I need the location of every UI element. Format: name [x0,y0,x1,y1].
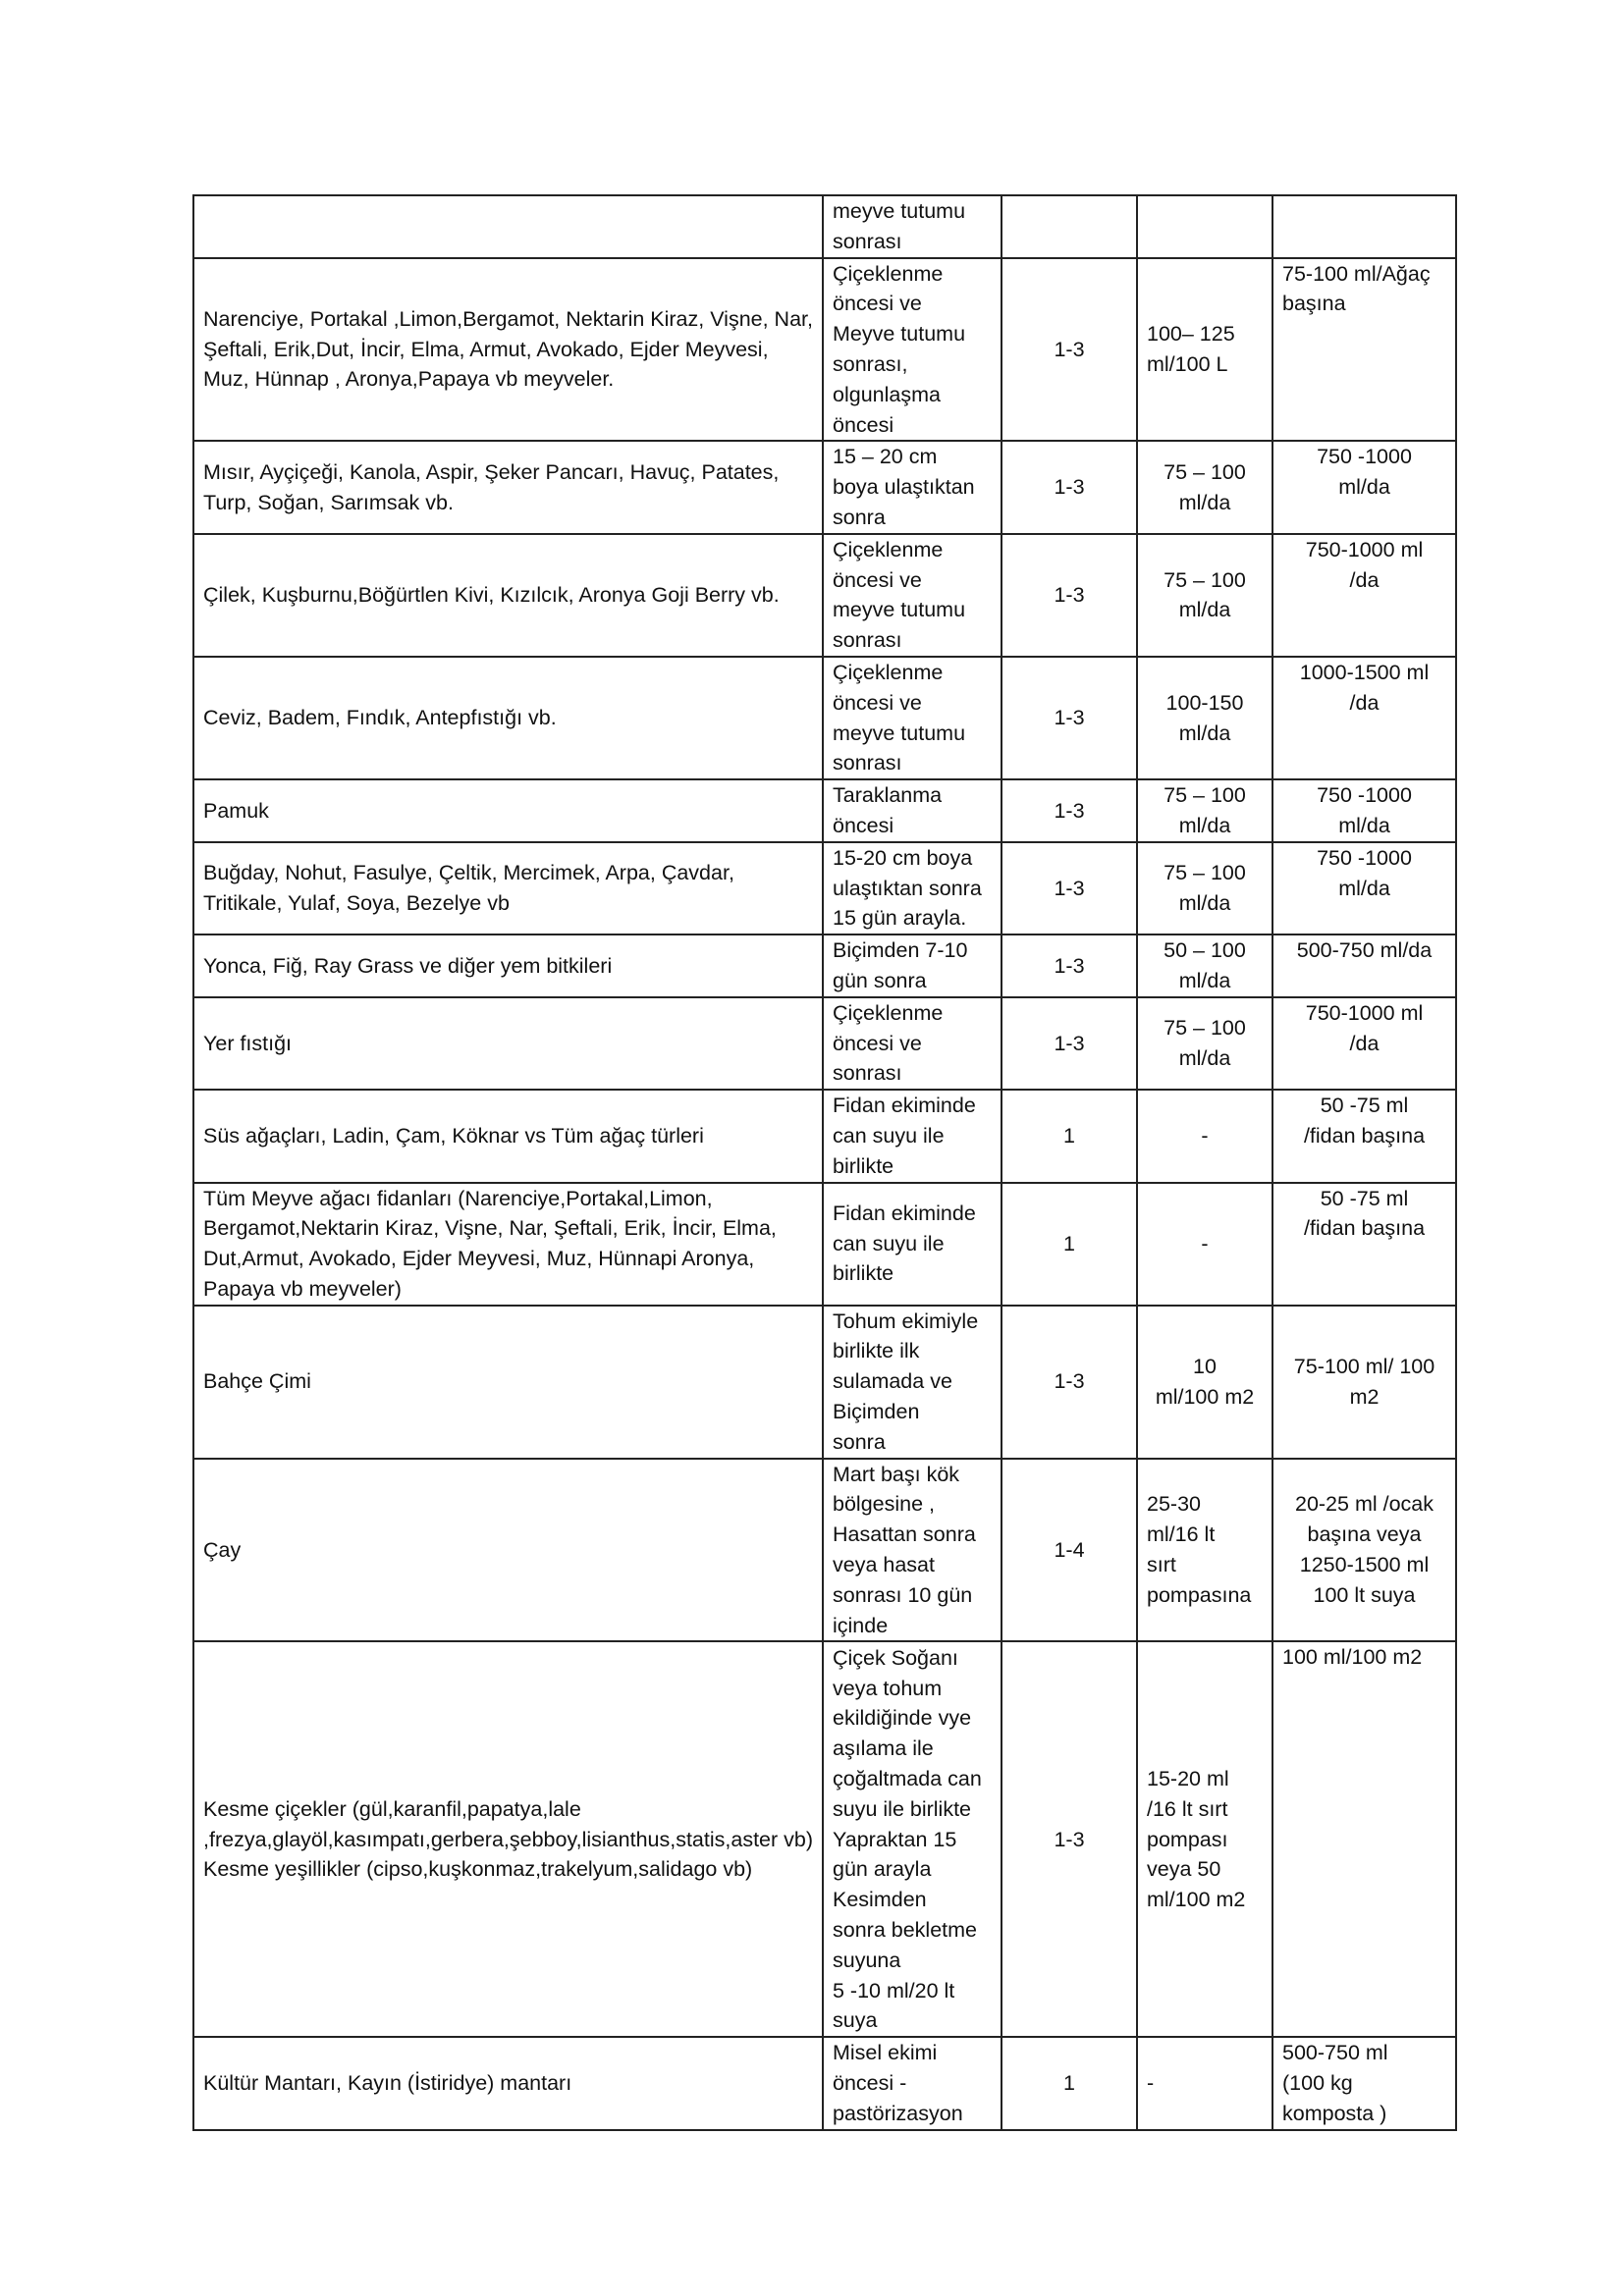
total-dose-cell: 50 -75 ml /fidan başına [1272,1183,1456,1306]
application-count-cell: 1-3 [1001,258,1137,442]
crop-cell: Kültür Mantarı, Kayın (İstiridye) mantarı [193,2037,823,2129]
total-dose-cell: 1000-1500 ml /da [1272,657,1456,779]
table-row [193,1306,1456,1459]
dose-cell: 75 – 100 ml/da [1137,779,1272,842]
crop-cell: Kesme çiçekler (gül,karanfil,papatya,lale ,frezya,glayöl,kasımpatı,gerbera,şebboy,lisianthus,statis,aster vb) Kesme yeşillikler (cipso,kuşkonmaz,trakelyum,salidago vb) [193,1641,823,2037]
dose-cell: 100-150 ml/da [1137,657,1272,779]
table-row [193,997,1456,1090]
crop-cell: Pamuk [193,779,823,842]
dosage-table-body [193,195,1456,2130]
application-count-cell: 1 [1001,1183,1137,1306]
total-dose-cell: 750 -1000 ml/da [1272,842,1456,934]
table-row [193,441,1456,533]
dose-cell: - [1137,1183,1272,1306]
table-row [193,1459,1456,1642]
table-row [193,657,1456,779]
crop-cell: Ceviz, Badem, Fındık, Antepfıstığı vb. [193,657,823,779]
application-count-cell: 1-3 [1001,1306,1137,1459]
application-count-cell: 1-4 [1001,1459,1137,1642]
total-dose-cell [1272,195,1456,258]
application-count-cell: 1 [1001,1090,1137,1182]
crop-cell: Süs ağaçları, Ladin, Çam, Köknar vs Tüm ağaç türleri [193,1090,823,1182]
crop-cell: Yer fıstığı [193,997,823,1090]
total-dose-cell: 20-25 ml /ocak başına veya 1250-1500 ml 100 lt suya [1272,1459,1456,1642]
table-row [193,842,1456,934]
total-dose-cell: 100 ml/100 m2 [1272,1641,1456,2037]
timing-cell: 15-20 cm boya ulaştıktan sonra 15 gün arayla. [823,842,1001,934]
table-row [193,2037,1456,2129]
timing-cell: meyve tutumu sonrası [823,195,1001,258]
table-row [193,258,1456,442]
timing-cell: Misel ekimi öncesi - pastörizasyon [823,2037,1001,2129]
table-row [193,195,1456,258]
application-count-cell [1001,195,1137,258]
timing-cell: Fidan ekiminde can suyu ile birlikte [823,1183,1001,1306]
total-dose-cell: 750-1000 ml /da [1272,534,1456,657]
timing-cell: Çiçeklenme öncesi ve meyve tutumu sonrası [823,534,1001,657]
total-dose-cell: 75-100 ml/ 100 m2 [1272,1306,1456,1459]
table-row [193,1090,1456,1182]
dose-cell [1137,195,1272,258]
total-dose-cell: 750 -1000 ml/da [1272,779,1456,842]
crop-cell [193,195,823,258]
application-count-cell: 1-3 [1001,657,1137,779]
table-row [193,534,1456,657]
total-dose-cell: 50 -75 ml /fidan başına [1272,1090,1456,1182]
dosage-table [192,194,1457,2131]
timing-cell: Çiçeklenme öncesi ve sonrası [823,997,1001,1090]
dose-cell: 10 ml/100 m2 [1137,1306,1272,1459]
timing-cell: Tohum ekimiyle birlikte ilk sulamada ve Biçimden sonra [823,1306,1001,1459]
crop-cell: Çilek, Kuşburnu,Böğürtlen Kivi, Kızılcık, Aronya Goji Berry vb. [193,534,823,657]
dose-cell: 100– 125 ml/100 L [1137,258,1272,442]
total-dose-cell: 75-100 ml/Ağaç başına [1272,258,1456,442]
dose-cell: 15-20 ml /16 lt sırt pompası veya 50 ml/100 m2 [1137,1641,1272,2037]
total-dose-cell: 750 -1000 ml/da [1272,441,1456,533]
timing-cell: Fidan ekiminde can suyu ile birlikte [823,1090,1001,1182]
dose-cell: 75 – 100 ml/da [1137,441,1272,533]
table-row [193,1183,1456,1306]
total-dose-cell: 500-750 ml/da [1272,934,1456,997]
timing-cell: Taraklanma öncesi [823,779,1001,842]
dose-cell: - [1137,2037,1272,2129]
crop-cell: Buğday, Nohut, Fasulye, Çeltik, Mercimek, Arpa, Çavdar, Tritikale, Yulaf, Soya, Bezelye vb [193,842,823,934]
total-dose-cell: 750-1000 ml /da [1272,997,1456,1090]
crop-cell: Tüm Meyve ağacı fidanları (Narenciye,Portakal,Limon, Bergamot,Nektarin Kiraz, Vişne, Nar, Şeftali, Erik, İncir, Elma, Dut,Armut, Avokado, Ejder Meyvesi, Muz, Hünnapi Aronya, Papaya vb meyveler) [193,1183,823,1306]
crop-cell: Bahçe Çimi [193,1306,823,1459]
dose-cell: 75 – 100 ml/da [1137,842,1272,934]
dose-cell: 75 – 100 ml/da [1137,534,1272,657]
application-count-cell: 1-3 [1001,534,1137,657]
crop-cell: Yonca, Fiğ, Ray Grass ve diğer yem bitkileri [193,934,823,997]
timing-cell: Çiçek Soğanı veya tohum ekildiğinde vye aşılama ile çoğaltmada can suyu ile birlikte Yapraktan 15 gün arayla Kesimden sonra bekletme suyuna 5 -10 ml/20 lt suya [823,1641,1001,2037]
dose-cell: 50 – 100 ml/da [1137,934,1272,997]
timing-cell: Biçimden 7-10 gün sonra [823,934,1001,997]
table-row [193,934,1456,997]
crop-cell: Mısır, Ayçiçeği, Kanola, Aspir, Şeker Pancarı, Havuç, Patates, Turp, Soğan, Sarımsak vb. [193,441,823,533]
timing-cell: Çiçeklenme öncesi ve Meyve tutumu sonrası, olgunlaşma öncesi [823,258,1001,442]
table-row [193,779,1456,842]
dose-cell: 25-30 ml/16 lt sırt pompasına [1137,1459,1272,1642]
dose-cell: 75 – 100 ml/da [1137,997,1272,1090]
application-count-cell: 1-3 [1001,842,1137,934]
crop-cell: Narenciye, Portakal ,Limon,Bergamot, Nektarin Kiraz, Vişne, Nar, Şeftali, Erik,Dut, İncir, Elma, Armut, Avokado, Ejder Meyvesi, Muz, Hünnap , Aronya,Papaya vb meyveler. [193,258,823,442]
application-count-cell: 1-3 [1001,779,1137,842]
application-count-cell: 1-3 [1001,1641,1137,2037]
table-row [193,1641,1456,2037]
total-dose-cell: 500-750 ml (100 kg komposta ) [1272,2037,1456,2129]
application-count-cell: 1-3 [1001,934,1137,997]
application-count-cell: 1 [1001,2037,1137,2129]
application-count-cell: 1-3 [1001,997,1137,1090]
application-count-cell: 1-3 [1001,441,1137,533]
timing-cell: Mart başı kök bölgesine , Hasattan sonra veya hasat sonrası 10 gün içinde [823,1459,1001,1642]
timing-cell: Çiçeklenme öncesi ve meyve tutumu sonrası [823,657,1001,779]
crop-cell: Çay [193,1459,823,1642]
dose-cell: - [1137,1090,1272,1182]
timing-cell: 15 – 20 cm boya ulaştıktan sonra [823,441,1001,533]
